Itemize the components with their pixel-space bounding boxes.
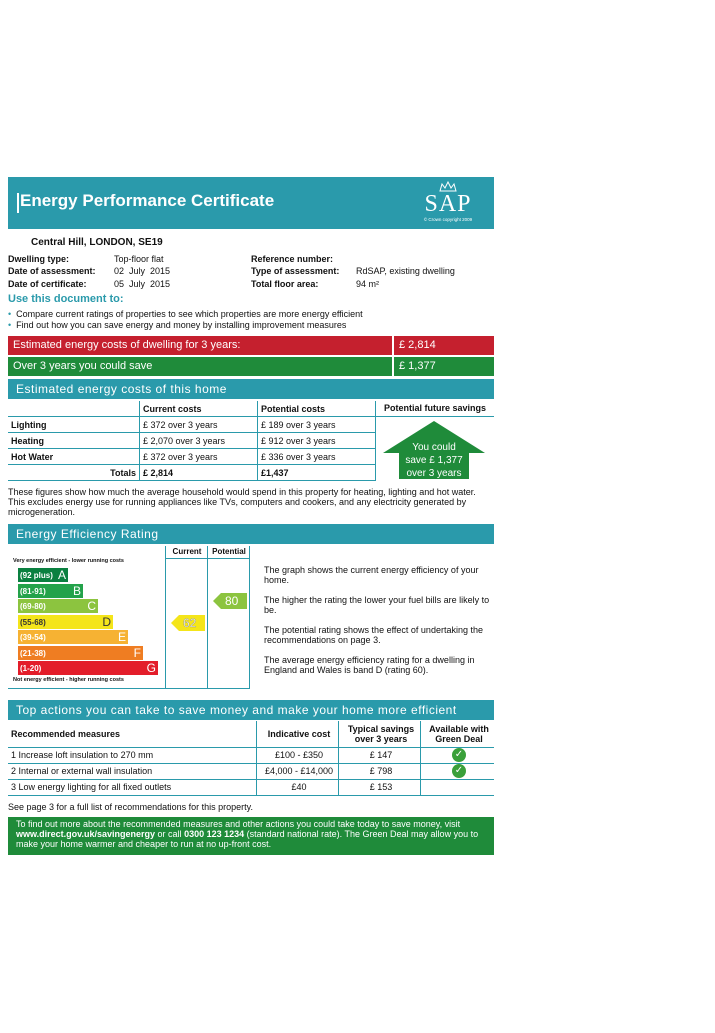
row-label: Hot Water: [8, 449, 140, 465]
measure: 2 Internal or external wall insulation: [8, 763, 257, 779]
costs-note: These figures show how much the average household would spend in this property for heating, lighting and hot water. This excludes energy use for running appliances like TVs, computers and cookers, and any electricity generated by microgeneration.: [8, 487, 476, 517]
footer-mid: or call: [155, 829, 185, 839]
reference-label: Reference number:: [251, 254, 334, 264]
dwelling-type-label: Dwelling type:: [8, 254, 70, 264]
certificate-date-label: Date of certificate:: [8, 279, 87, 289]
actions-table: [8, 721, 494, 796]
rating-band-b: [18, 584, 83, 598]
measure-cost: £40: [257, 779, 339, 795]
use-doc-bullet-text: Find out how you can save energy and money by installing improvement measures: [16, 320, 347, 330]
green-deal-cell: [421, 779, 495, 795]
band-range: (92 plus): [20, 571, 53, 580]
rating-text-1: The graph shows the current energy efficiency of your home.: [264, 565, 479, 585]
rating-heading: Energy Efficiency Rating: [16, 527, 159, 541]
savings-bar: [8, 357, 494, 376]
rating-band-g: [18, 661, 158, 675]
costs-table: [8, 401, 376, 481]
rating-text-2: The higher the rating the lower your fuel bills are likely to be.: [264, 595, 490, 615]
footer-info: [8, 817, 494, 855]
savings-arrow: [381, 420, 487, 480]
actions-section-header: [8, 700, 494, 720]
measure-savings: £ 147: [339, 747, 421, 763]
measure-cost: £100 - £350: [257, 747, 339, 763]
col-savings: Typical savings over 3 years: [339, 721, 421, 747]
band-range: (1-20): [20, 664, 42, 673]
potential-rating-value: 80: [225, 594, 239, 608]
potential-cost: £ 189 over 3 years: [258, 417, 376, 433]
table-row: [8, 747, 494, 763]
rating-chart: [8, 546, 250, 689]
savings-value: £ 1,377: [392, 357, 494, 376]
floor-area-label: Total floor area:: [251, 279, 319, 289]
band-letter: A: [57, 568, 66, 582]
current-rating-value: 62: [183, 616, 197, 630]
totals-row: [8, 465, 376, 481]
floor-area-value: 94 m²: [356, 279, 380, 289]
use-doc-bullet-text: Compare current ratings of properties to see which properties are more energy efficient: [16, 309, 363, 319]
rating-text-4: The average energy efficiency rating for a dwelling in England and Wales is band D (rating 60).: [264, 655, 475, 675]
col-measures: Recommended measures: [8, 721, 257, 747]
footer-link[interactable]: www.direct.gov.uk/savingenergy: [16, 829, 156, 839]
page-title: Energy Performance Certificate: [20, 191, 275, 210]
totals-potential: £1,437: [258, 465, 376, 481]
estimated-cost-bar: [8, 336, 494, 355]
totals-current: £ 2,814: [140, 465, 258, 481]
green-deal-cell: [421, 763, 495, 779]
row-label: Lighting: [8, 417, 140, 433]
use-doc-bullet: • Find out how you can save energy and money by installing improvement measures: [8, 320, 347, 330]
potential-cost: £ 912 over 3 years: [258, 433, 376, 449]
col-green-deal: Available with Green Deal: [421, 721, 495, 747]
rating-band-f: [18, 646, 143, 660]
table-row: [8, 763, 494, 779]
rating-band-e: [18, 630, 128, 644]
rating-explanation: [264, 565, 492, 675]
assessment-type-value: RdSAP, existing dwelling: [356, 266, 455, 276]
actions-heading: Top actions you can take to save money and make your home more efficient: [16, 703, 457, 717]
dwelling-type-value: Top-floor flat: [114, 254, 164, 264]
estimated-cost-value: £ 2,814: [392, 336, 494, 355]
col-cost: Indicative cost: [257, 721, 339, 747]
arrow-line-2: save £ 1,377: [405, 455, 463, 466]
arrow-line-3: over 3 years: [406, 468, 462, 479]
green-deal-cell: [421, 747, 495, 763]
measure: 1 Increase loft insulation to 270 mm: [8, 747, 257, 763]
band-letter: B: [72, 583, 81, 598]
band-letter: G: [146, 661, 156, 675]
certificate-date-value: 05 July 2015: [114, 279, 171, 289]
use-doc-heading: Use this document to:: [8, 293, 124, 305]
assessment-type-label: Type of assessment:: [251, 266, 340, 276]
footer-line-2: (standard national rate). The Green Deal may allow you to make your home warmer and cheaper to run at no up-front cost.: [16, 829, 479, 849]
costs-section-header: [8, 379, 494, 399]
costs-heading: Estimated energy costs of this home: [16, 382, 227, 396]
col-potential-costs: Potential costs: [258, 401, 376, 417]
table-row: [8, 449, 376, 465]
rating-band-d: [18, 615, 113, 629]
assessment-date-value: 02 July 2015: [114, 266, 171, 276]
table-row: [8, 779, 494, 795]
potential-cost: £ 336 over 3 years: [258, 449, 376, 465]
rating-band-a: [18, 568, 68, 582]
row-label: Heating: [8, 433, 140, 449]
property-details: [8, 254, 488, 294]
sap-logo-text: SAP: [424, 191, 472, 217]
band-letter: E: [117, 630, 126, 644]
arrow-line-1: You could: [412, 442, 456, 453]
savings-label: Over 3 years you could save: [13, 360, 153, 372]
col-future-savings: Potential future savings: [376, 401, 494, 417]
costs-header-row: [8, 401, 376, 417]
rating-col-potential: Potential: [212, 547, 246, 556]
measure-cost: £4,000 - £14,000: [257, 763, 339, 779]
check-icon: ✓: [452, 748, 466, 762]
current-cost: £ 372 over 3 years: [140, 417, 258, 433]
use-doc-bullet: • Compare current ratings of properties to see which properties are more energy efficient: [8, 309, 363, 319]
footer-line-1: To find out more about the recommended measures and other actions you could take today to save money, visit: [16, 819, 461, 829]
band-letter: C: [87, 599, 96, 613]
sap-logo: [416, 183, 480, 222]
band-range: (69-80): [20, 602, 46, 611]
table-row: [8, 433, 376, 449]
see-page-note: See page 3 for a full list of recommendations for this property.: [8, 802, 253, 812]
property-address: Central Hill, LONDON, SE19: [31, 237, 163, 248]
footer-phone: 0300 123 1234: [184, 829, 245, 839]
actions-header-row: [8, 721, 494, 747]
col-current-costs: Current costs: [140, 401, 258, 417]
rating-band-c: [18, 599, 98, 613]
arrow-text: [381, 441, 487, 480]
rating-section-header: [8, 524, 494, 544]
rating-top-note: Very energy efficient - lower running costs: [13, 558, 124, 564]
measure-savings: £ 798: [339, 763, 421, 779]
potential-rating-marker: [213, 593, 247, 611]
current-cost: £ 372 over 3 years: [140, 449, 258, 465]
estimated-cost-label: Estimated energy costs of dwelling for 3 years:: [13, 339, 241, 351]
current-cost: £ 2,070 over 3 years: [140, 433, 258, 449]
rating-bottom-note: Not energy efficient - higher running costs: [13, 677, 124, 683]
measure-savings: £ 153: [339, 779, 421, 795]
band-letter: F: [133, 645, 141, 660]
band-range: (81-91): [20, 586, 46, 596]
crown-icon: [438, 181, 458, 193]
band-range: (39-54): [20, 633, 46, 642]
measure: 3 Low energy lighting for all fixed outlets: [8, 779, 257, 795]
rating-col-current: Current: [172, 547, 202, 556]
band-letter: D: [102, 614, 111, 629]
current-rating-marker: [171, 615, 205, 633]
table-row: [8, 417, 376, 433]
assessment-date-label: Date of assessment:: [8, 266, 96, 276]
band-range: (21-38): [20, 648, 46, 658]
band-range: (55-68): [20, 617, 46, 627]
epc-header-banner: [8, 177, 494, 229]
totals-label: Totals: [8, 465, 140, 481]
check-icon: ✓: [452, 764, 466, 778]
sap-copyright: © Crown copyright 2009: [423, 217, 473, 222]
use-doc-list: [8, 309, 494, 330]
rating-text-3: The potential rating shows the effect of undertaking the recommendations on page 3.: [264, 625, 483, 645]
